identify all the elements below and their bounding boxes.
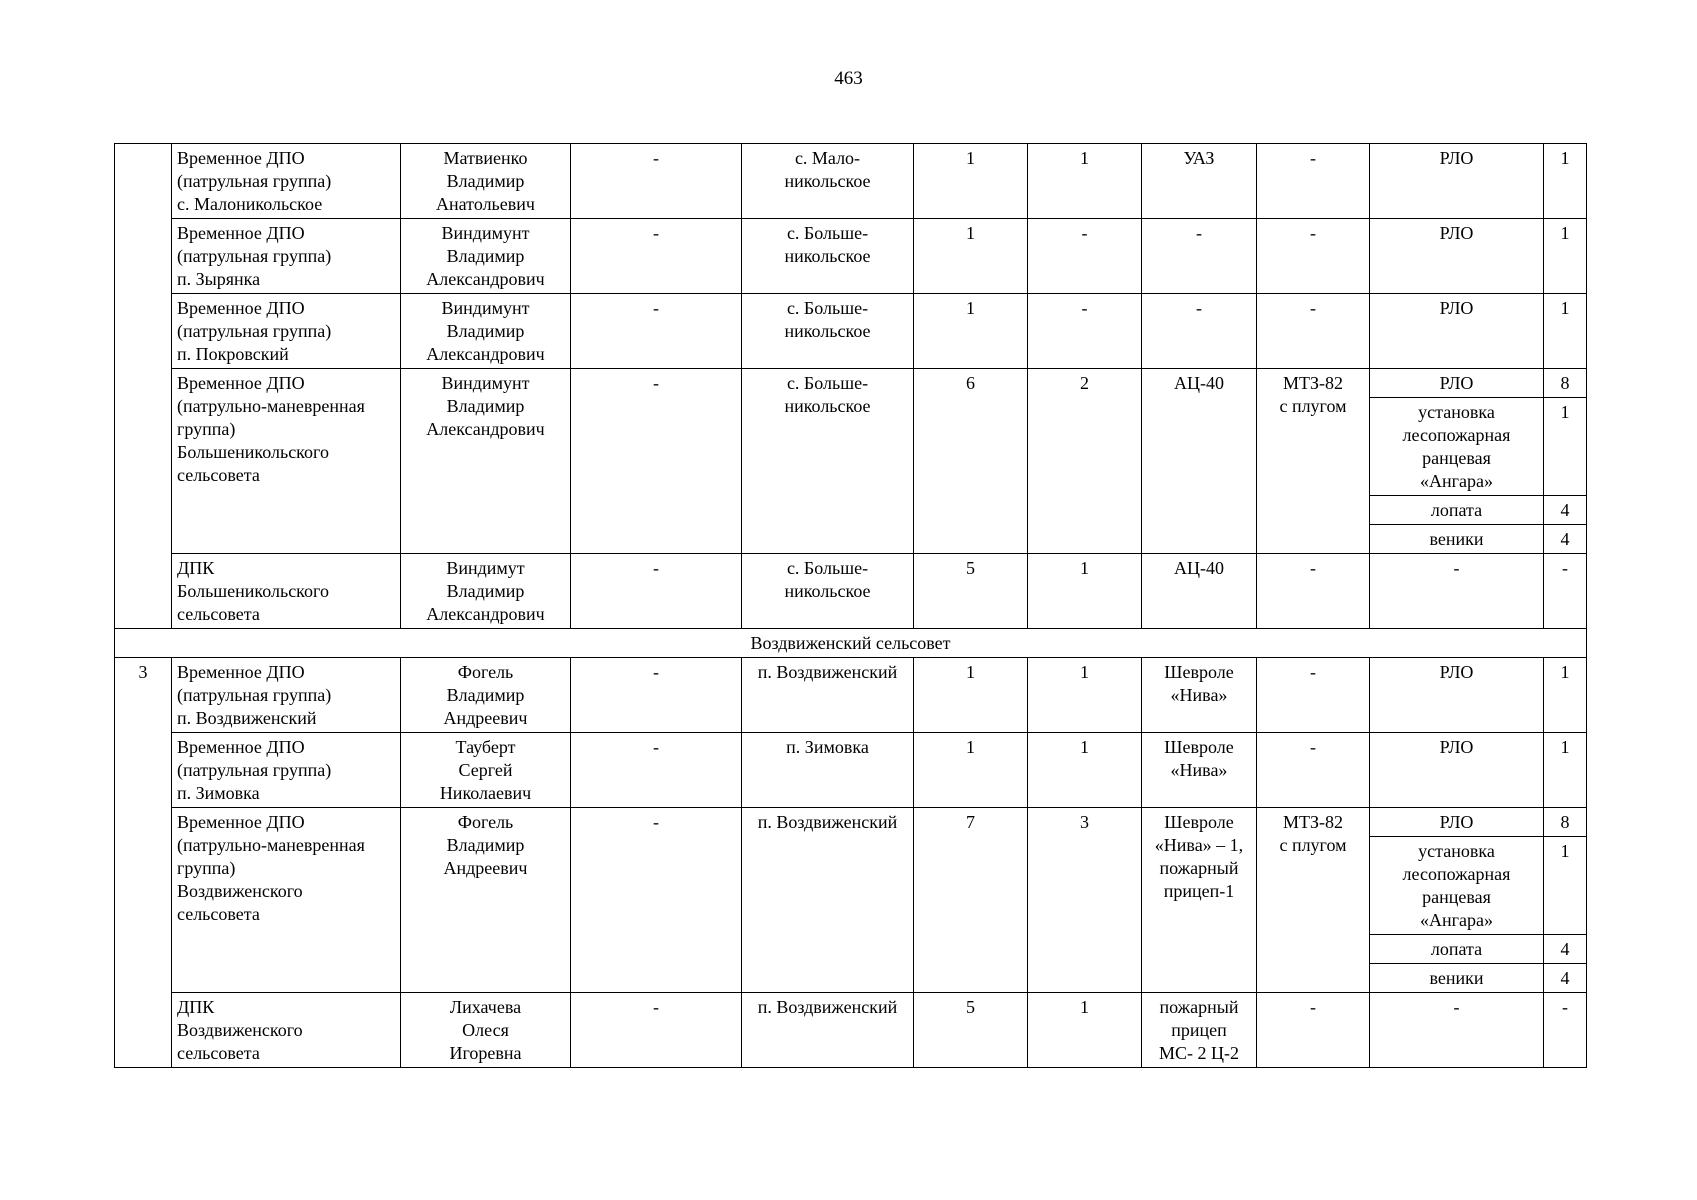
head-name: Виндимунт Владимир Александрович	[401, 369, 571, 554]
unit-name: ДПК Большеникольского сельсовета	[172, 554, 401, 629]
vehicle: Шевроле «Нива»	[1142, 733, 1257, 808]
page-number: 463	[834, 68, 863, 89]
equipment-item: установка лесопожарная ранцевая «Ангара»	[1370, 398, 1544, 496]
count-people: 7	[914, 808, 1028, 993]
count-people: 1	[914, 144, 1028, 219]
equipment-item: РЛО	[1370, 219, 1544, 294]
count-people: 1	[914, 658, 1028, 733]
vehicle: УАЗ	[1142, 144, 1257, 219]
head-name: Виндимунт Владимир Александрович	[401, 219, 571, 294]
phone: -	[571, 733, 742, 808]
equipment-qty: 1	[1544, 219, 1587, 294]
section-number: 3	[115, 658, 172, 1068]
head-name: Виндимут Владимир Александрович	[401, 554, 571, 629]
location: п. Воздвиженский	[742, 658, 914, 733]
equipment-qty: 4	[1544, 964, 1587, 993]
section-title: Воздвиженский сельсовет	[115, 629, 1587, 658]
equipment-qty: 8	[1544, 369, 1587, 398]
equipment-qty: 1	[1544, 733, 1587, 808]
location: с. Мало- никольское	[742, 144, 914, 219]
vehicle: -	[1142, 219, 1257, 294]
head-name: Тауберт Сергей Николаевич	[401, 733, 571, 808]
head-name: Фогель Владимир Андреевич	[401, 658, 571, 733]
tractor: -	[1257, 993, 1370, 1068]
equipment-item: лопата	[1370, 496, 1544, 525]
equipment-qty: 1	[1544, 294, 1587, 369]
vehicle: АЦ-40	[1142, 554, 1257, 629]
table-row	[115, 993, 1587, 1068]
count-people: 1	[914, 219, 1028, 294]
equipment-item: РЛО	[1370, 294, 1544, 369]
fire-brigades-table	[114, 143, 1587, 1068]
tractor: -	[1257, 294, 1370, 369]
count-tech: 3	[1028, 808, 1142, 993]
vehicle: Шевроле «Нива» – 1, пожарный прицеп-1	[1142, 808, 1257, 993]
equipment-qty: 1	[1544, 144, 1587, 219]
location: с. Больше- никольское	[742, 554, 914, 629]
tractor: -	[1257, 219, 1370, 294]
count-tech: 2	[1028, 369, 1142, 554]
table-row	[115, 294, 1587, 369]
count-tech: 1	[1028, 144, 1142, 219]
equipment-item: РЛО	[1370, 658, 1544, 733]
count-tech: 1	[1028, 554, 1142, 629]
count-tech: -	[1028, 294, 1142, 369]
table-row	[115, 658, 1587, 733]
head-name: Фогель Владимир Андреевич	[401, 808, 571, 993]
equipment-item: РЛО	[1370, 733, 1544, 808]
section-header-row	[115, 629, 1587, 658]
table-row	[115, 808, 1587, 837]
tractor: -	[1257, 144, 1370, 219]
tractor: МТЗ-82 с плугом	[1257, 808, 1370, 993]
equipment-qty: 1	[1544, 398, 1587, 496]
tractor: -	[1257, 733, 1370, 808]
table-row	[115, 369, 1587, 398]
vehicle: АЦ-40	[1142, 369, 1257, 554]
unit-name: Временное ДПО (патрульная группа) с. Малоникольское	[172, 144, 401, 219]
count-people: 5	[914, 554, 1028, 629]
phone: -	[571, 294, 742, 369]
equipment-qty: 1	[1544, 658, 1587, 733]
head-name: Матвиенко Владимир Анатольевич	[401, 144, 571, 219]
table-row	[115, 219, 1587, 294]
equipment-item: РЛО	[1370, 144, 1544, 219]
count-tech: 1	[1028, 733, 1142, 808]
count-tech: 1	[1028, 993, 1142, 1068]
equipment-qty: 4	[1544, 496, 1587, 525]
vehicle: Шевроле «Нива»	[1142, 658, 1257, 733]
unit-name: Временное ДПО (патрульная группа) п. Зимовка	[172, 733, 401, 808]
tractor: -	[1257, 554, 1370, 629]
vehicle: пожарный прицеп МС- 2 Ц-2	[1142, 993, 1257, 1068]
equipment-item: РЛО	[1370, 808, 1544, 837]
location: с. Больше- никольское	[742, 219, 914, 294]
table-row	[115, 554, 1587, 629]
equipment-item: лопата	[1370, 935, 1544, 964]
equipment-item: установка лесопожарная ранцевая «Ангара»	[1370, 837, 1544, 935]
equipment-qty: -	[1544, 554, 1587, 629]
phone: -	[571, 369, 742, 554]
unit-name: Временное ДПО (патрульно-маневренная группа) Большеникольского сельсовета	[172, 369, 401, 554]
phone: -	[571, 144, 742, 219]
unit-name: Временное ДПО (патрульно-маневренная группа) Воздвиженского сельсовета	[172, 808, 401, 993]
phone: -	[571, 554, 742, 629]
count-tech: -	[1028, 219, 1142, 294]
equipment-qty: 4	[1544, 525, 1587, 554]
count-people: 5	[914, 993, 1028, 1068]
unit-name: ДПК Воздвиженского сельсовета	[172, 993, 401, 1068]
phone: -	[571, 808, 742, 993]
equipment-item: веники	[1370, 964, 1544, 993]
vehicle: -	[1142, 294, 1257, 369]
equipment-item: -	[1370, 993, 1544, 1068]
count-tech: 1	[1028, 658, 1142, 733]
head-name: Виндимунт Владимир Александрович	[401, 294, 571, 369]
equipment-qty: -	[1544, 993, 1587, 1068]
location: п. Воздвиженский	[742, 993, 914, 1068]
location: с. Больше- никольское	[742, 369, 914, 554]
equipment-qty: 4	[1544, 935, 1587, 964]
phone: -	[571, 219, 742, 294]
equipment-qty: 8	[1544, 808, 1587, 837]
equipment-item: -	[1370, 554, 1544, 629]
location: с. Больше- никольское	[742, 294, 914, 369]
equipment-item: веники	[1370, 525, 1544, 554]
head-name: Лихачева Олеся Игоревна	[401, 993, 571, 1068]
equipment-item: РЛО	[1370, 369, 1544, 398]
location: п. Воздвиженский	[742, 808, 914, 993]
location: п. Зимовка	[742, 733, 914, 808]
table-row	[115, 733, 1587, 808]
count-people: 1	[914, 733, 1028, 808]
unit-name: Временное ДПО (патрульная группа) п. Воздвиженский	[172, 658, 401, 733]
unit-name: Временное ДПО (патрульная группа) п. Зырянка	[172, 219, 401, 294]
number-cell	[115, 144, 172, 629]
equipment-qty: 1	[1544, 837, 1587, 935]
tractor: -	[1257, 658, 1370, 733]
tractor: МТЗ-82 с плугом	[1257, 369, 1370, 554]
count-people: 6	[914, 369, 1028, 554]
count-people: 1	[914, 294, 1028, 369]
phone: -	[571, 993, 742, 1068]
phone: -	[571, 658, 742, 733]
unit-name: Временное ДПО (патрульная группа) п. Покровский	[172, 294, 401, 369]
table-row	[115, 144, 1587, 219]
